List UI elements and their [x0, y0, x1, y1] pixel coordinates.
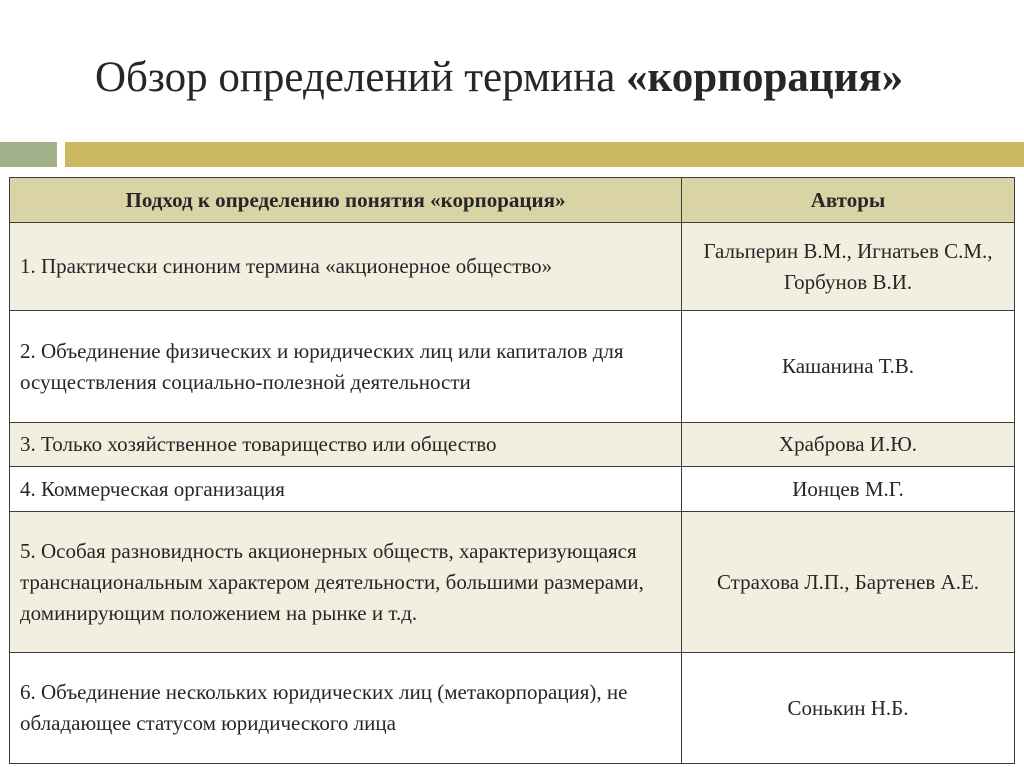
header-approach: Подход к определению понятия «корпорация» — [10, 178, 682, 223]
accent-bar-right — [65, 142, 1024, 167]
accent-bar-left — [0, 142, 57, 167]
authors-cell: Храброва И.Ю. — [682, 423, 1015, 467]
approach-cell: 1. Практически синоним термина «акционерное общество» — [10, 223, 682, 311]
approach-cell: 2. Объединение физических и юридических лиц или капиталов для осуществления социально-полезной деятельности — [10, 311, 682, 423]
slide-title — [95, 52, 903, 104]
authors-cell: Страхова Л.П., Бартенев А.Е. — [682, 512, 1015, 653]
title-bold: «корпорация» — [626, 54, 904, 101]
table-header-row — [10, 178, 1015, 223]
title-regular: Обзор определений термина — [95, 54, 627, 101]
table-row — [10, 223, 1015, 311]
authors-cell: Гальперин В.М., Игнатьев С.М., Горбунов В.И. — [682, 223, 1015, 311]
table-row — [10, 653, 1015, 764]
header-authors: Авторы — [682, 178, 1015, 223]
authors-cell: Ионцев М.Г. — [682, 467, 1015, 512]
table-row — [10, 467, 1015, 512]
approach-cell: 5. Особая разновидность акционерных обществ, характеризующаяся транснациональным характером деятельности, большими размерами, доминирующим положением на рынке и т.д. — [10, 512, 682, 653]
table-row — [10, 311, 1015, 423]
definitions-table-wrap — [9, 177, 1014, 764]
approach-cell: 6. Объединение нескольких юридических лиц (метакорпорация), не обладающее статусом юридического лица — [10, 653, 682, 764]
approach-cell: 3. Только хозяйственное товарищество или общество — [10, 423, 682, 467]
authors-cell: Кашанина Т.В. — [682, 311, 1015, 423]
table-row — [10, 423, 1015, 467]
table-row — [10, 512, 1015, 653]
title-area — [0, 0, 1024, 140]
definitions-table — [9, 177, 1015, 764]
approach-cell: 4. Коммерческая организация — [10, 467, 682, 512]
authors-cell: Сонькин Н.Б. — [682, 653, 1015, 764]
